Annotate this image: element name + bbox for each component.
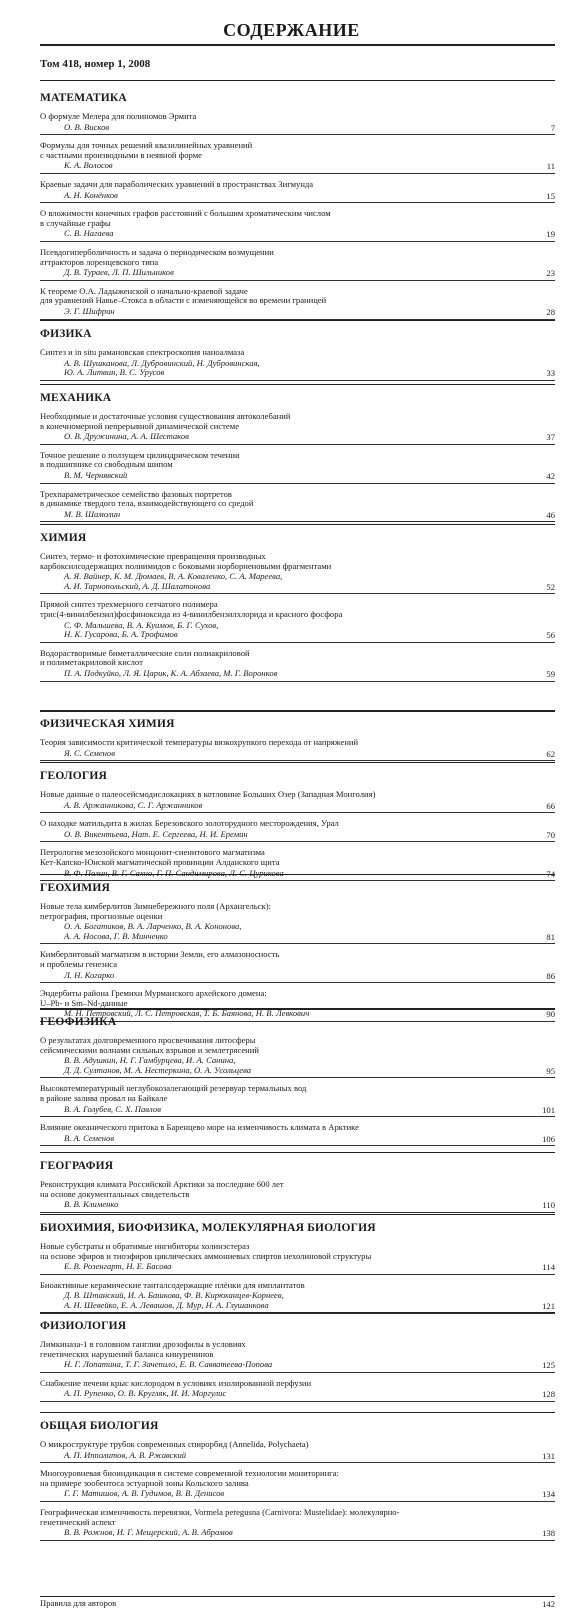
- entry-page-number: 131: [542, 1450, 555, 1461]
- entry-underline: [40, 760, 555, 761]
- entry-title[interactable]: О формуле Мелера для полиномов Эрмита: [40, 111, 197, 121]
- entry-authors: О. А. Богатиков, В. А. Ларченко, В. А. Кононова, А. А. Носова, Г. В. Минченко: [64, 921, 242, 941]
- entry-authors: В. М. Чернявский: [64, 470, 128, 480]
- entry-authors: М. В. Шамолин: [64, 508, 121, 519]
- entry-authors: В. Ф. Полин, В. Г. Сахно, Г. П. Сандимирова, Л. С. Цурикова: [64, 867, 284, 878]
- entry-underline: [40, 1401, 555, 1402]
- entry-page-number: 134: [542, 1489, 555, 1500]
- entry-page-number: 19: [546, 229, 555, 240]
- entry-authors: Н. Г. Лопатина, Т. Г. Зачепило, Е. В. Савватеева-Попова: [64, 1359, 273, 1370]
- footer-rule: [40, 1596, 555, 1597]
- entry-page-number: 23: [546, 268, 555, 279]
- page-title: СОДЕРЖАНИЕ: [223, 20, 360, 40]
- entry-underline: [40, 1145, 555, 1146]
- entry-underline: [40, 134, 555, 135]
- entry-underline: [40, 812, 555, 813]
- entry-page-number: 81: [546, 931, 555, 942]
- section-heading: ХИМИЯ: [40, 532, 87, 544]
- entry-underline: [40, 380, 555, 381]
- section-heading: ФИЗИКА: [40, 328, 92, 340]
- entry-authors: В. В. Клименко: [64, 1199, 119, 1210]
- entry-page-number: 37: [546, 432, 555, 443]
- entry-title[interactable]: О находке матильдита в жилах Березовского золоторудного месторождения, Урал: [40, 818, 339, 829]
- section-rule: [40, 762, 555, 763]
- entry-authors: Я. С. Семенов: [64, 747, 115, 758]
- volume-info: Том 418, номер 1, 2008: [40, 58, 151, 70]
- entry-page-number: 66: [546, 800, 555, 811]
- entry-underline: [40, 202, 555, 203]
- entry-authors: Д. В. Тураев, Л. П. Шильников: [64, 267, 174, 278]
- section-heading: ФИЗИЧЕСКАЯ ХИМИЯ: [40, 718, 175, 730]
- entry-underline: [40, 1274, 555, 1275]
- entry-page-number: 70: [546, 829, 555, 840]
- entry-underline: [40, 1540, 555, 1541]
- entry-underline: [40, 642, 555, 643]
- entry-title[interactable]: Синтез, термо- и фотохимические превращения производных карбоксилсодержащих полиимидов с боковыми норборненовыми фрагментами: [40, 551, 332, 571]
- entry-authors: О. В. Дружинина, А. А. Шестаков: [64, 431, 189, 442]
- entry-authors: А. В. Аржанникова, С. Г. Аржанников: [64, 799, 203, 810]
- entry-page-number: 11: [546, 161, 555, 172]
- entry-underline: [40, 1077, 555, 1078]
- entry-page-number: 28: [546, 307, 555, 317]
- entry-title[interactable]: Прямой синтез трехмерного сетчатого полимера трис(4-винилбензил)фосфиноксида из 4-винилбензилхлорида и красного фосфора: [40, 599, 343, 619]
- entry-page-number: 15: [546, 190, 555, 201]
- entry-title[interactable]: Петрология мезозойского монцонит-сиенитового магматизма Кет-Капско-Юнской магматической провинции Алданского щита: [40, 847, 280, 867]
- entry-title[interactable]: Теория зависимости критической температуры вязкохрупкого перехода от напряжений: [40, 737, 359, 747]
- entry-authors: А. П. Рупенко, О. В. Кругляк, И. И. Моргулис: [64, 1388, 227, 1399]
- entry-underline: [40, 1021, 555, 1022]
- entry-authors: А. Н. Конёнков: [64, 189, 118, 200]
- entry-title[interactable]: Высокотемпературный неглубокозалегающий резервуар термальных вод в районе залива провал на Байкале: [40, 1083, 307, 1103]
- entry-page-number: 42: [546, 471, 555, 481]
- entry-title[interactable]: Снабжение печени крыс кислородом в условиях изолированной перфузии: [40, 1377, 312, 1388]
- entry-page-number: 46: [546, 509, 555, 520]
- entry-authors: С. В. Нагаева: [64, 228, 114, 239]
- section-heading: МЕХАНИКА: [40, 392, 112, 404]
- entry-title[interactable]: Новые тела кимберлитов Зимнебережного поля (Архангельск): петрография, прогнозные оценки: [40, 901, 271, 921]
- entry-authors: Д. В. Штанский, И. А. Башкова, Ф. В. Кирюханцев-Корнеев, А. Н. Шевейко, Е. А. Левашов, Д. Мур, Н. А. Глушанкова: [64, 1290, 284, 1310]
- section-heading: ГЕОХИМИЯ: [40, 882, 110, 894]
- section-rule: [40, 524, 555, 525]
- section-rule: [40, 1214, 555, 1215]
- entry-page-number: 128: [542, 1389, 555, 1400]
- entry-title[interactable]: Синтез и in situ рамановская спектроскопия наноалмаза: [40, 347, 245, 357]
- entry-authors: Е. В. Розенгарт, Н. Е. Басова: [64, 1261, 172, 1272]
- entry-authors: Г. Г. Матишов, А. В. Гудимов, В. В. Денисов: [64, 1488, 225, 1499]
- entry-title[interactable]: Псевдогиперболичность и задача о периодическом возмущении аттракторов лоренцевского типа: [40, 247, 274, 267]
- entry-title[interactable]: Географическая изменчивость перевязки, Vormela peregusna (Carnivora: Mustelidae): молекулярно- генетический аспект: [40, 1507, 400, 1527]
- entry-underline: [40, 444, 555, 445]
- entry-title[interactable]: Новые субстраты и обратимые ингибиторы холинэстераз на основе эфиров и тиоэфиров циклических аммониевых спиртов нехолиновой структуры: [40, 1241, 372, 1261]
- entry-title[interactable]: Биоактивные керамические танталсодержащие плёнки для имплантатов: [40, 1279, 305, 1290]
- entry-title[interactable]: Водорастворимые биметаллические соли полиакриловой и полиметакриловой кислот: [40, 647, 250, 668]
- entry-title[interactable]: Формулы для точных решений квазилинейных уравнений с частными производными в неявной форме: [40, 140, 253, 160]
- entry-authors: О. В. Висков: [64, 121, 110, 132]
- section-heading: ОБЩАЯ БИОЛОГИЯ: [40, 1420, 159, 1432]
- entry-title[interactable]: Эндербиты района Гремихи Мурманского архейского домена: U–Pb- и Sm–Nd-данные: [40, 988, 267, 1008]
- entry-page-number: 52: [546, 581, 555, 592]
- entry-page-number: 86: [546, 970, 555, 981]
- entry-title[interactable]: Реконструкция климата Российской Арктики за последние 600 лет на основе документальных свидетельств: [40, 1179, 284, 1199]
- title-rule: [40, 44, 555, 46]
- entry-underline: [40, 982, 555, 983]
- entry-underline: [40, 841, 555, 842]
- entry-page-number: 121: [542, 1301, 555, 1311]
- entry-underline: [40, 1212, 555, 1213]
- entry-authors: О. В. Викентьева, Нат. Е. Сергеева, Н. И. Еремин: [64, 828, 248, 839]
- entry-underline: [40, 1501, 555, 1502]
- section-heading: БИОХИМИЯ, БИОФИЗИКА, МОЛЕКУЛЯРНАЯ БИОЛОГИЯ: [40, 1222, 376, 1234]
- entry-page-number: 59: [546, 669, 555, 679]
- entry-page-number: 114: [542, 1262, 555, 1273]
- entry-title[interactable]: Необходимые и достаточные условия существования автоколебаний в конечномерной непрерывной динамической системе: [40, 411, 291, 431]
- entry-page-number: 33: [546, 368, 555, 379]
- entry-underline: [40, 483, 555, 484]
- section-heading: ФИЗИОЛОГИЯ: [40, 1320, 127, 1332]
- section-rule: [40, 320, 555, 321]
- entry-page-number: 125: [542, 1360, 555, 1371]
- entry-authors: П. А. Подкуйко, Л. Я. Царик, К. А. Абзаева, М. Г. Воронков: [64, 668, 278, 678]
- entry-authors: Л. Н. Когарко: [64, 969, 115, 980]
- section-heading: ГЕОФИЗИКА: [40, 1016, 117, 1028]
- entry-page-number: 110: [542, 1200, 555, 1211]
- entry-page-number: 62: [546, 748, 555, 759]
- entry-title[interactable]: О вложимости конечных графов расстояний с большим хроматическим числом в случайные графы: [40, 208, 331, 228]
- entry-authors: С. Ф. Мальшева, В. А. Куимов, Б. Г. Сухов, Н. К. Гусарова, Б. А. Трофимов: [64, 619, 219, 640]
- section-heading: ГЕОЛОГИЯ: [40, 770, 108, 782]
- entry-authors: В. В. Адушкин, Н. Г. Гамбурцева, И. А. Санина, Д. Д. Султанов, М. А. Нестеркина, О. А. Усольцева: [64, 1055, 252, 1075]
- entry-underline: [40, 241, 555, 242]
- entry-underline: [40, 1313, 555, 1314]
- entry-underline: [40, 1116, 555, 1117]
- entry-title[interactable]: Многоуровневая биоиндикация в системе современной технологии мониторинга: на примере зообентоса эстуарной зоны Кольского залива: [40, 1468, 339, 1488]
- entry-underline: [40, 173, 555, 174]
- entry-underline: [40, 943, 555, 944]
- entry-page-number: 56: [546, 630, 555, 641]
- footer-label[interactable]: Правила для авторов: [40, 1598, 117, 1608]
- entry-title[interactable]: К теореме О.А. Ладыженской о начально-краевой задаче для уравнений Навье–Стокса в области с изменяющейся во времени границей: [40, 285, 327, 306]
- entry-page-number: 106: [542, 1133, 555, 1144]
- entry-page-number: 74: [546, 868, 555, 879]
- entry-underline: [40, 880, 555, 881]
- entry-page-number: 90: [546, 1009, 555, 1020]
- volume-rule: [40, 80, 555, 81]
- entry-underline: [40, 593, 555, 594]
- entry-underline: [40, 521, 555, 522]
- entry-title[interactable]: Новые данные о палеосейсмодислокациях в котловине Больших Озер (Западная Монголия): [40, 789, 376, 799]
- entry-page-number: 138: [542, 1528, 555, 1539]
- entry-authors: В. А. Семенов: [64, 1132, 115, 1143]
- entry-authors: А. В. Шушканова, Л. Дубровинский, Н. Дубровинская, Ю. А. Литвин, В. С. Урусов: [64, 357, 260, 378]
- entry-page-number: 101: [542, 1104, 555, 1115]
- entry-authors: А. П. Ипполитов, А. В. Ржавский: [64, 1449, 187, 1460]
- entry-title[interactable]: О микроструктуре трубок современных спирорбид (Annelida, Polychaeta): [40, 1439, 309, 1449]
- section-rule: [40, 710, 555, 712]
- entry-page-number: 95: [546, 1065, 555, 1076]
- entry-authors: К. А. Волосов: [64, 160, 113, 171]
- entry-underline: [40, 1462, 555, 1463]
- entry-title[interactable]: Точное решение о ползущем цилиндрическом течении в подшипнике со свободным шипом: [40, 449, 240, 470]
- section-rule: [40, 1152, 555, 1153]
- section-heading: МАТЕМАТИКА: [40, 92, 127, 104]
- entry-page-number: 7: [550, 122, 555, 133]
- entry-authors: А. Я. Вайнер, К. М. Дюмаев, В. А. Коваленко, С. А. Мареева, А. И. Тарнопольский, А. Д. Шалатонова: [64, 571, 283, 591]
- section-rule: [40, 1412, 555, 1413]
- entry-underline: [40, 319, 555, 320]
- entry-underline: [40, 280, 555, 281]
- entry-title[interactable]: Трехпараметрическое семейство фазовых портретов в динамике твердого тела, взаимодействующего со средой: [40, 488, 254, 509]
- entry-authors: В. А. Голубев, С. Х. Павлов: [64, 1103, 161, 1114]
- entry-authors: М. Н. Петровский, Л. С. Петровская, Т. Б. Баянова, Н. В. Левкович: [64, 1008, 310, 1019]
- section-rule: [40, 384, 555, 385]
- entry-title[interactable]: Лимкиназа-1 в головном ганглии дрозофилы в условиях генетических нарушений баланса кинуренинов: [40, 1339, 246, 1359]
- entry-title[interactable]: Влияние океанического притока в Баренцево море на изменчивость климата в Арктике: [40, 1122, 359, 1133]
- section-heading: ГЕОГРАФИЯ: [40, 1160, 114, 1172]
- entry-underline: [40, 681, 555, 682]
- entry-underline: [40, 1372, 555, 1373]
- entry-title[interactable]: Кимберлитовый магматизм в истории Земли, его алмазоносность и проблемы генезиса: [40, 949, 280, 969]
- entry-authors: В. В. Рожнов, И. Г. Мещерский, А. В. Абрамов: [64, 1527, 233, 1538]
- entry-title[interactable]: Краевые задачи для параболических уравнений в пространствах Зигмунда: [40, 179, 314, 189]
- entry-title[interactable]: О результатах долговременного просвечивания литосферы сейсмическими волнами сильных взрывов и землетрясений: [40, 1035, 259, 1055]
- entry-authors: Э. Г. Шифрин: [64, 306, 115, 316]
- footer-page: 142: [542, 1599, 555, 1609]
